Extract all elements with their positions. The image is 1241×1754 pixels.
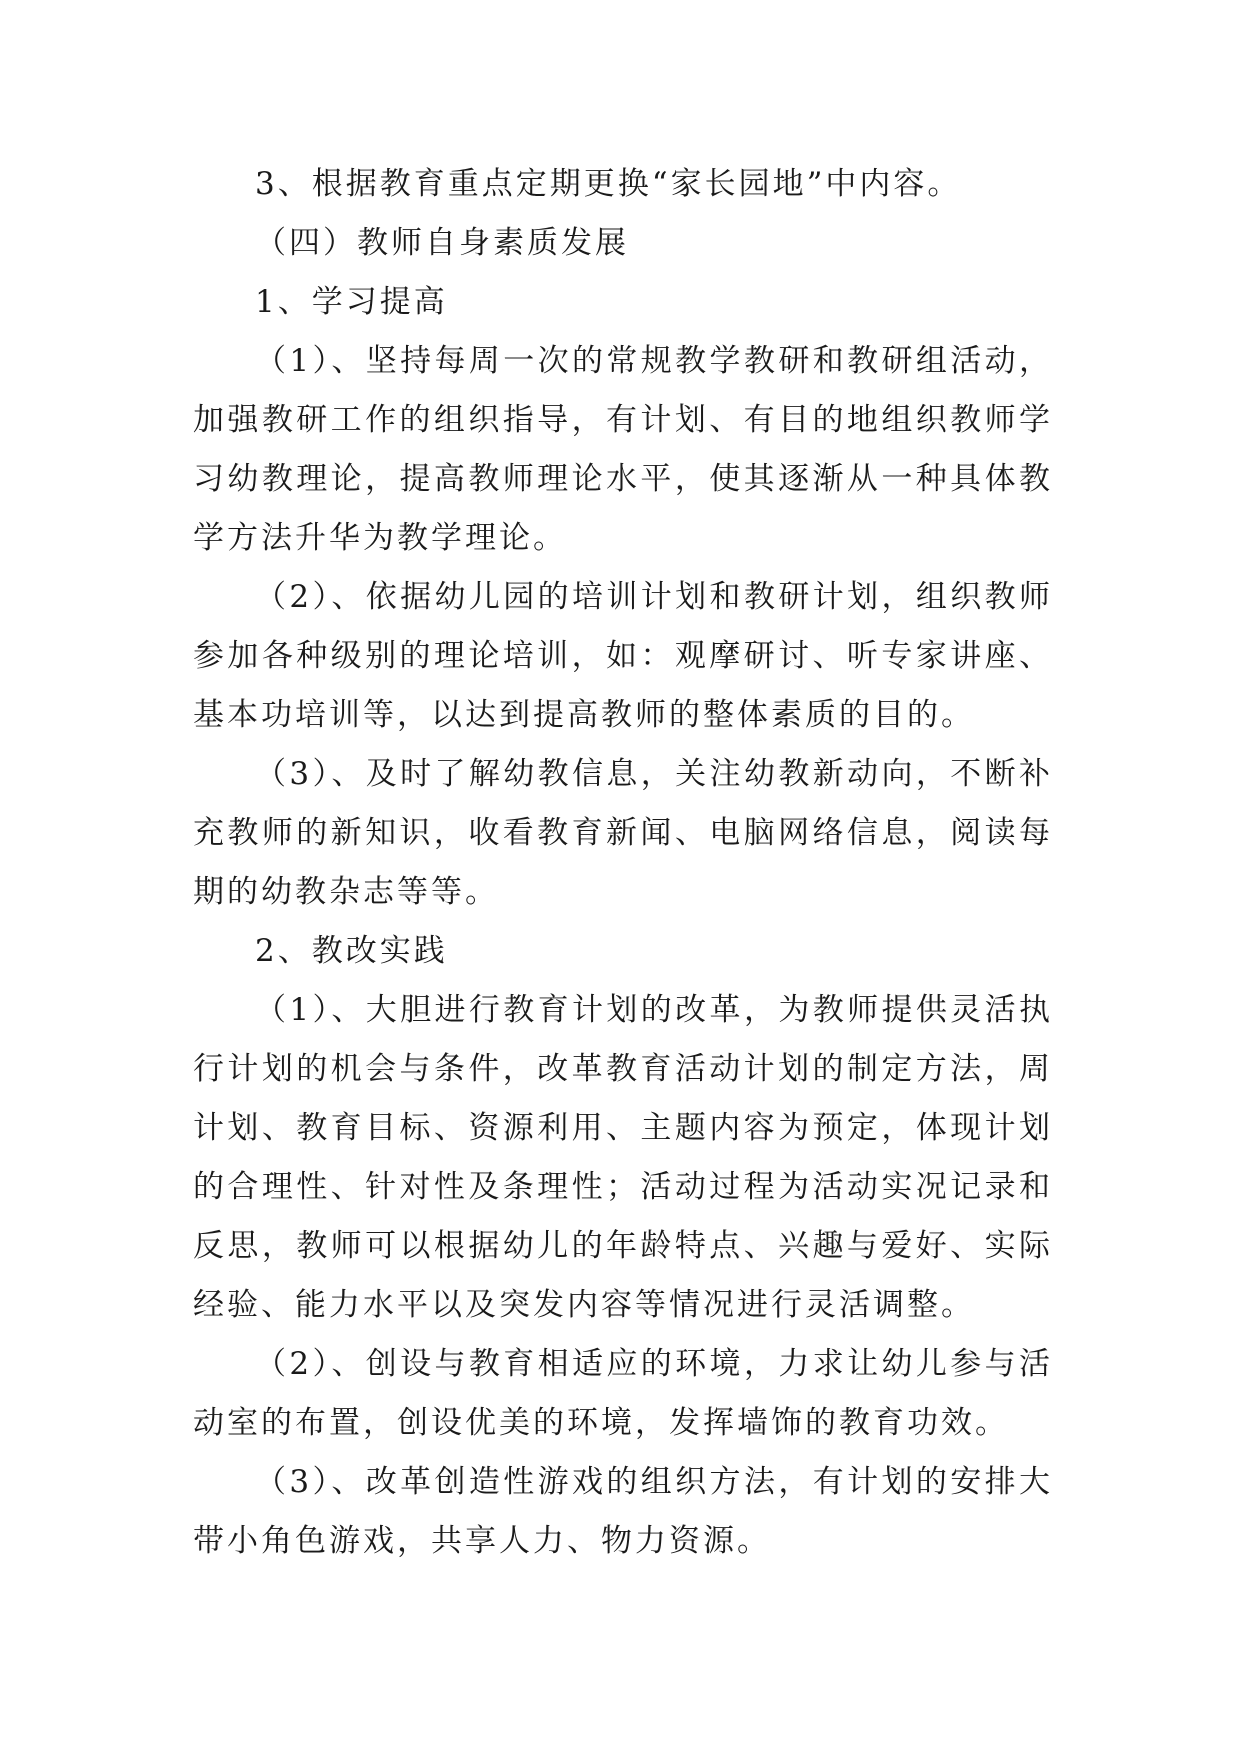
paragraph-environment: （2）、创设与教育相适应的环境，力求让幼儿参与活动室的布置，创设优美的环境，发挥墙饰的教育功效。 <box>193 1346 1053 1441</box>
subheading-reform-practice: 2、教改实践 <box>255 933 448 969</box>
paragraph-plan-reform: （1）、大胆进行教育计划的改革，为教师提供灵活执行计划的机会与条件，改革教育活动计划的制定方法，周计划、教育目标、资源利用、主题内容为预定，体现计划的合理性、针对性及条理性；活动过程为活动实况记录和反思，教师可以根据幼儿的年龄特点、兴趣与爱好、实际经验、能力水平以及突发内容等情况进行灵活调整。 <box>193 992 1053 1323</box>
subheading-learning-improvement: 1、学习提高 <box>255 284 448 320</box>
paragraph-creative-games: （3）、改革创造性游戏的组织方法，有计划的安排大带小角色游戏，共享人力、物力资源。 <box>193 1464 1053 1559</box>
paragraph-training-plan: （2）、依据幼儿园的培训计划和教研计划，组织教师参加各种级别的理论培训，如：观摩研讨、听专家讲座、基本功培训等，以达到提高教师的整体素质的目的。 <box>193 579 1053 733</box>
paragraph-item-3-parent-garden: 3、根据教育重点定期更换“家长园地”中内容。 <box>255 166 962 202</box>
document-body <box>193 155 1053 1571</box>
paragraph-weekly-research: （1）、坚持每周一次的常规教学教研和教研组活动，加强教研工作的组织指导，有计划、有目的地组织教师学习幼教理论，提高教师理论水平，使其逐渐从一种具体教学方法升华为教学理论。 <box>193 343 1053 556</box>
paragraph-education-information: （3）、及时了解幼教信息，关注幼教新动向，不断补充教师的新知识，收看教育新闻、电脑网络信息，阅读每期的幼教杂志等等。 <box>193 756 1053 910</box>
section-heading-teacher-development: （四）教师自身素质发展 <box>255 225 629 261</box>
